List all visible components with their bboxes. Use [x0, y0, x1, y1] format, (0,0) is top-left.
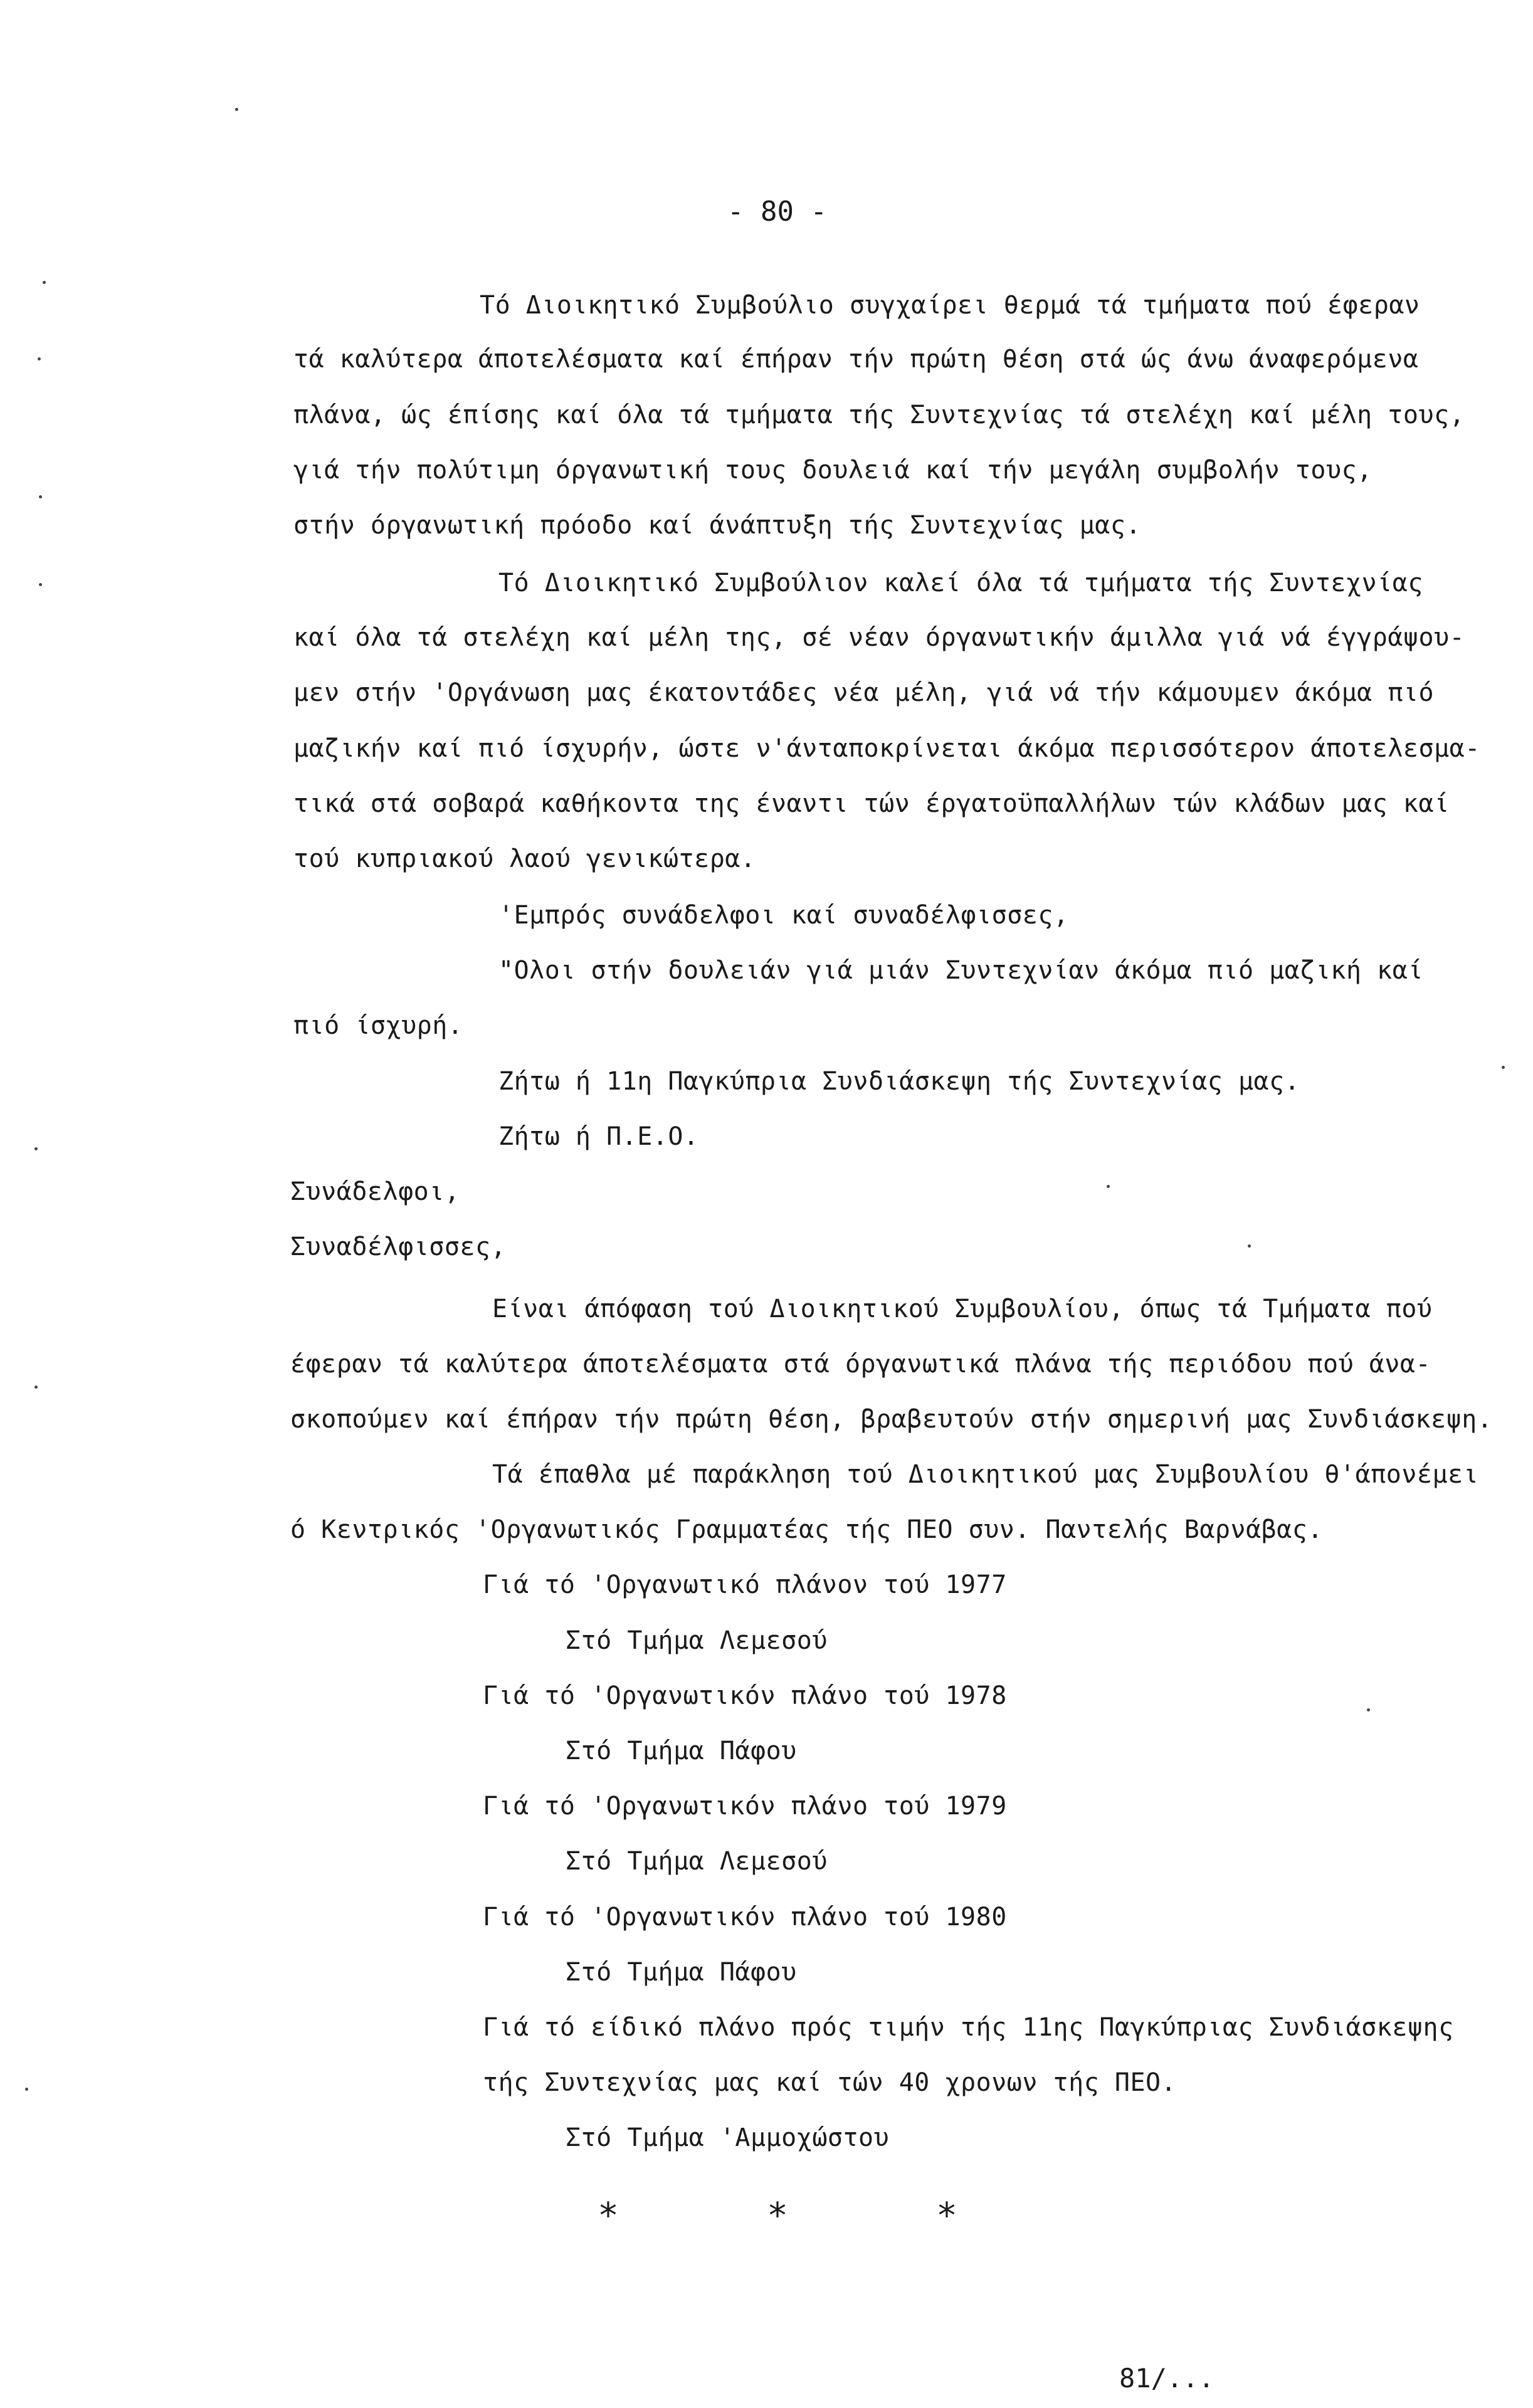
page-number: - 80 -	[727, 196, 827, 228]
salutation-line: Συναδέλφισσες,	[290, 1233, 507, 1261]
text-line: "Ολοι στήν δουλειάν γιά μιάν Συντεχνίαν άκόμα πιό μαζική καί	[498, 956, 1423, 985]
text-line: ό Κεντρικός 'Οργανωτικός Γραμματέας τής ΠΕΟ συν. Παντελής Βαρνάβας.	[290, 1515, 1323, 1544]
award-plan-line: Γιά τό είδικό πλάνο πρός τιμήν τής 11ης Παγκύπριας Συνδιάσκεψης	[483, 2013, 1454, 2042]
salutation-line: Συνάδελφοι,	[290, 1177, 460, 1206]
scan-speck	[34, 1147, 38, 1150]
award-recipient: Στό Τμήμα Πάφου	[566, 1737, 797, 1765]
award-plan-line: Γιά τό 'Οργανωτικόν πλάνο τού 1979	[483, 1792, 1007, 1821]
scan-speck	[1367, 1708, 1370, 1711]
text-line: Τό Διοικητικό Συμβούλιον καλεί όλα τά τμήματα τής Συντεχνίας	[498, 569, 1423, 597]
scan-speck	[38, 357, 41, 360]
award-recipient: Στό Τμήμα Λεμεσού	[566, 1626, 828, 1655]
scan-speck	[1248, 1244, 1251, 1248]
text-line: Τά έπαθλα μέ παράκληση τού Διοικητικού μας Συμβουλίου θ'άπονέμει	[492, 1460, 1479, 1489]
text-line: Είναι άπόφαση τού Διοικητικού Συμβουλίου, όπως τά Τμήματα πού	[492, 1295, 1433, 1323]
scan-speck	[39, 495, 42, 498]
award-recipient: Στό Τμήμα 'Αμμοχώστου	[566, 2123, 890, 2152]
scan-speck	[39, 583, 42, 586]
award-recipient: Στό Τμήμα Λεμεσού	[566, 1847, 828, 1876]
text-line: σκοπούμεν καί έπήραν τήν πρώτη θέση, βραβευτούν στήν σημερινή μας Συνδιάσκεψη.	[290, 1405, 1493, 1434]
text-line: καί όλα τά στελέχη καί μέλη της, σέ νέαν όργανωτικήν άμιλλα γιά νά έγγράψου-	[293, 623, 1465, 652]
award-plan-line: Γιά τό 'Οργανωτικόν πλάνο τού 1978	[483, 1681, 1007, 1710]
text-line: τικά στά σοβαρά καθήκοντα της έναντι τών έργατοϋπαλλήλων τών κλάδων μας καί	[293, 789, 1450, 818]
text-line: στήν όργανωτική πρόοδο καί άνάπτυξη τής Συντεχνίας μας.	[293, 511, 1142, 540]
separator-asterisk: *	[767, 2195, 788, 2236]
separator-asterisk: *	[598, 2195, 619, 2236]
text-line: πιό ίσχυρή.	[293, 1011, 463, 1040]
award-plan-line: Γιά τό 'Οργανωτικό πλάνον τού 1977	[483, 1570, 1007, 1599]
scan-speck	[1502, 1066, 1505, 1069]
separator-asterisk: *	[936, 2195, 957, 2236]
text-line: μεν στήν 'Οργάνωση μας έκατοντάδες νέα μέλη, γιά νά τήν κάμουμεν άκόμα πιό	[293, 678, 1435, 707]
section-separator	[589, 2197, 966, 2235]
scan-speck	[235, 108, 238, 111]
scan-speck	[43, 281, 46, 284]
scan-speck	[34, 1385, 38, 1389]
text-line: έφεραν τά καλύτερα άποτελέσματα στά όργανωτικά πλάνα τής περιόδου πού άνα-	[290, 1350, 1431, 1379]
scan-speck	[1107, 1185, 1110, 1188]
award-recipient: Στό Τμήμα Πάφου	[566, 1958, 797, 1987]
text-line: Ζήτω ή 11η Παγκύπρια Συνδιάσκεψη τής Συντεχνίας μας.	[498, 1067, 1300, 1096]
text-line: γιά τήν πολύτιμη όργανωτική τους δουλειά καί τήν μεγάλη συμβολήν τους,	[293, 456, 1372, 485]
text-line: τά καλύτερα άποτελέσματα καί έπήραν τήν πρώτη θέση στά ώς άνω άναφερόμενα	[293, 345, 1419, 374]
text-line: Ζήτω ή Π.Ε.Ο.	[498, 1122, 699, 1151]
text-line: μαζικήν καί πιό ίσχυρήν, ώστε ν'άνταποκρίνεται άκόμα περισσότερον άποτελεσμα-	[293, 734, 1480, 763]
continuation-marker: 81/...	[1119, 2363, 1214, 2394]
award-plan-line: Γιά τό 'Οργανωτικόν πλάνο τού 1980	[483, 1903, 1007, 1932]
award-plan-line: τής Συντεχνίας μας καί τών 40 χρονων τής ΠΕΟ.	[483, 2068, 1177, 2097]
scan-speck	[25, 2088, 28, 2091]
text-line: 'Εμπρός συνάδελφοι καί συναδέλφισσες,	[498, 901, 1069, 930]
text-line: Τό Διοικητικό Συμβούλιο συγχαίρει θερμά τά τμήματα πού έφεραν	[480, 291, 1420, 320]
text-line: τού κυπριακού λαού γενικώτερα.	[293, 844, 756, 873]
text-line: πλάνα, ώς έπίσης καί όλα τά τμήματα τής Συντεχνίας τά στελέχη καί μέλη τους,	[293, 401, 1465, 429]
